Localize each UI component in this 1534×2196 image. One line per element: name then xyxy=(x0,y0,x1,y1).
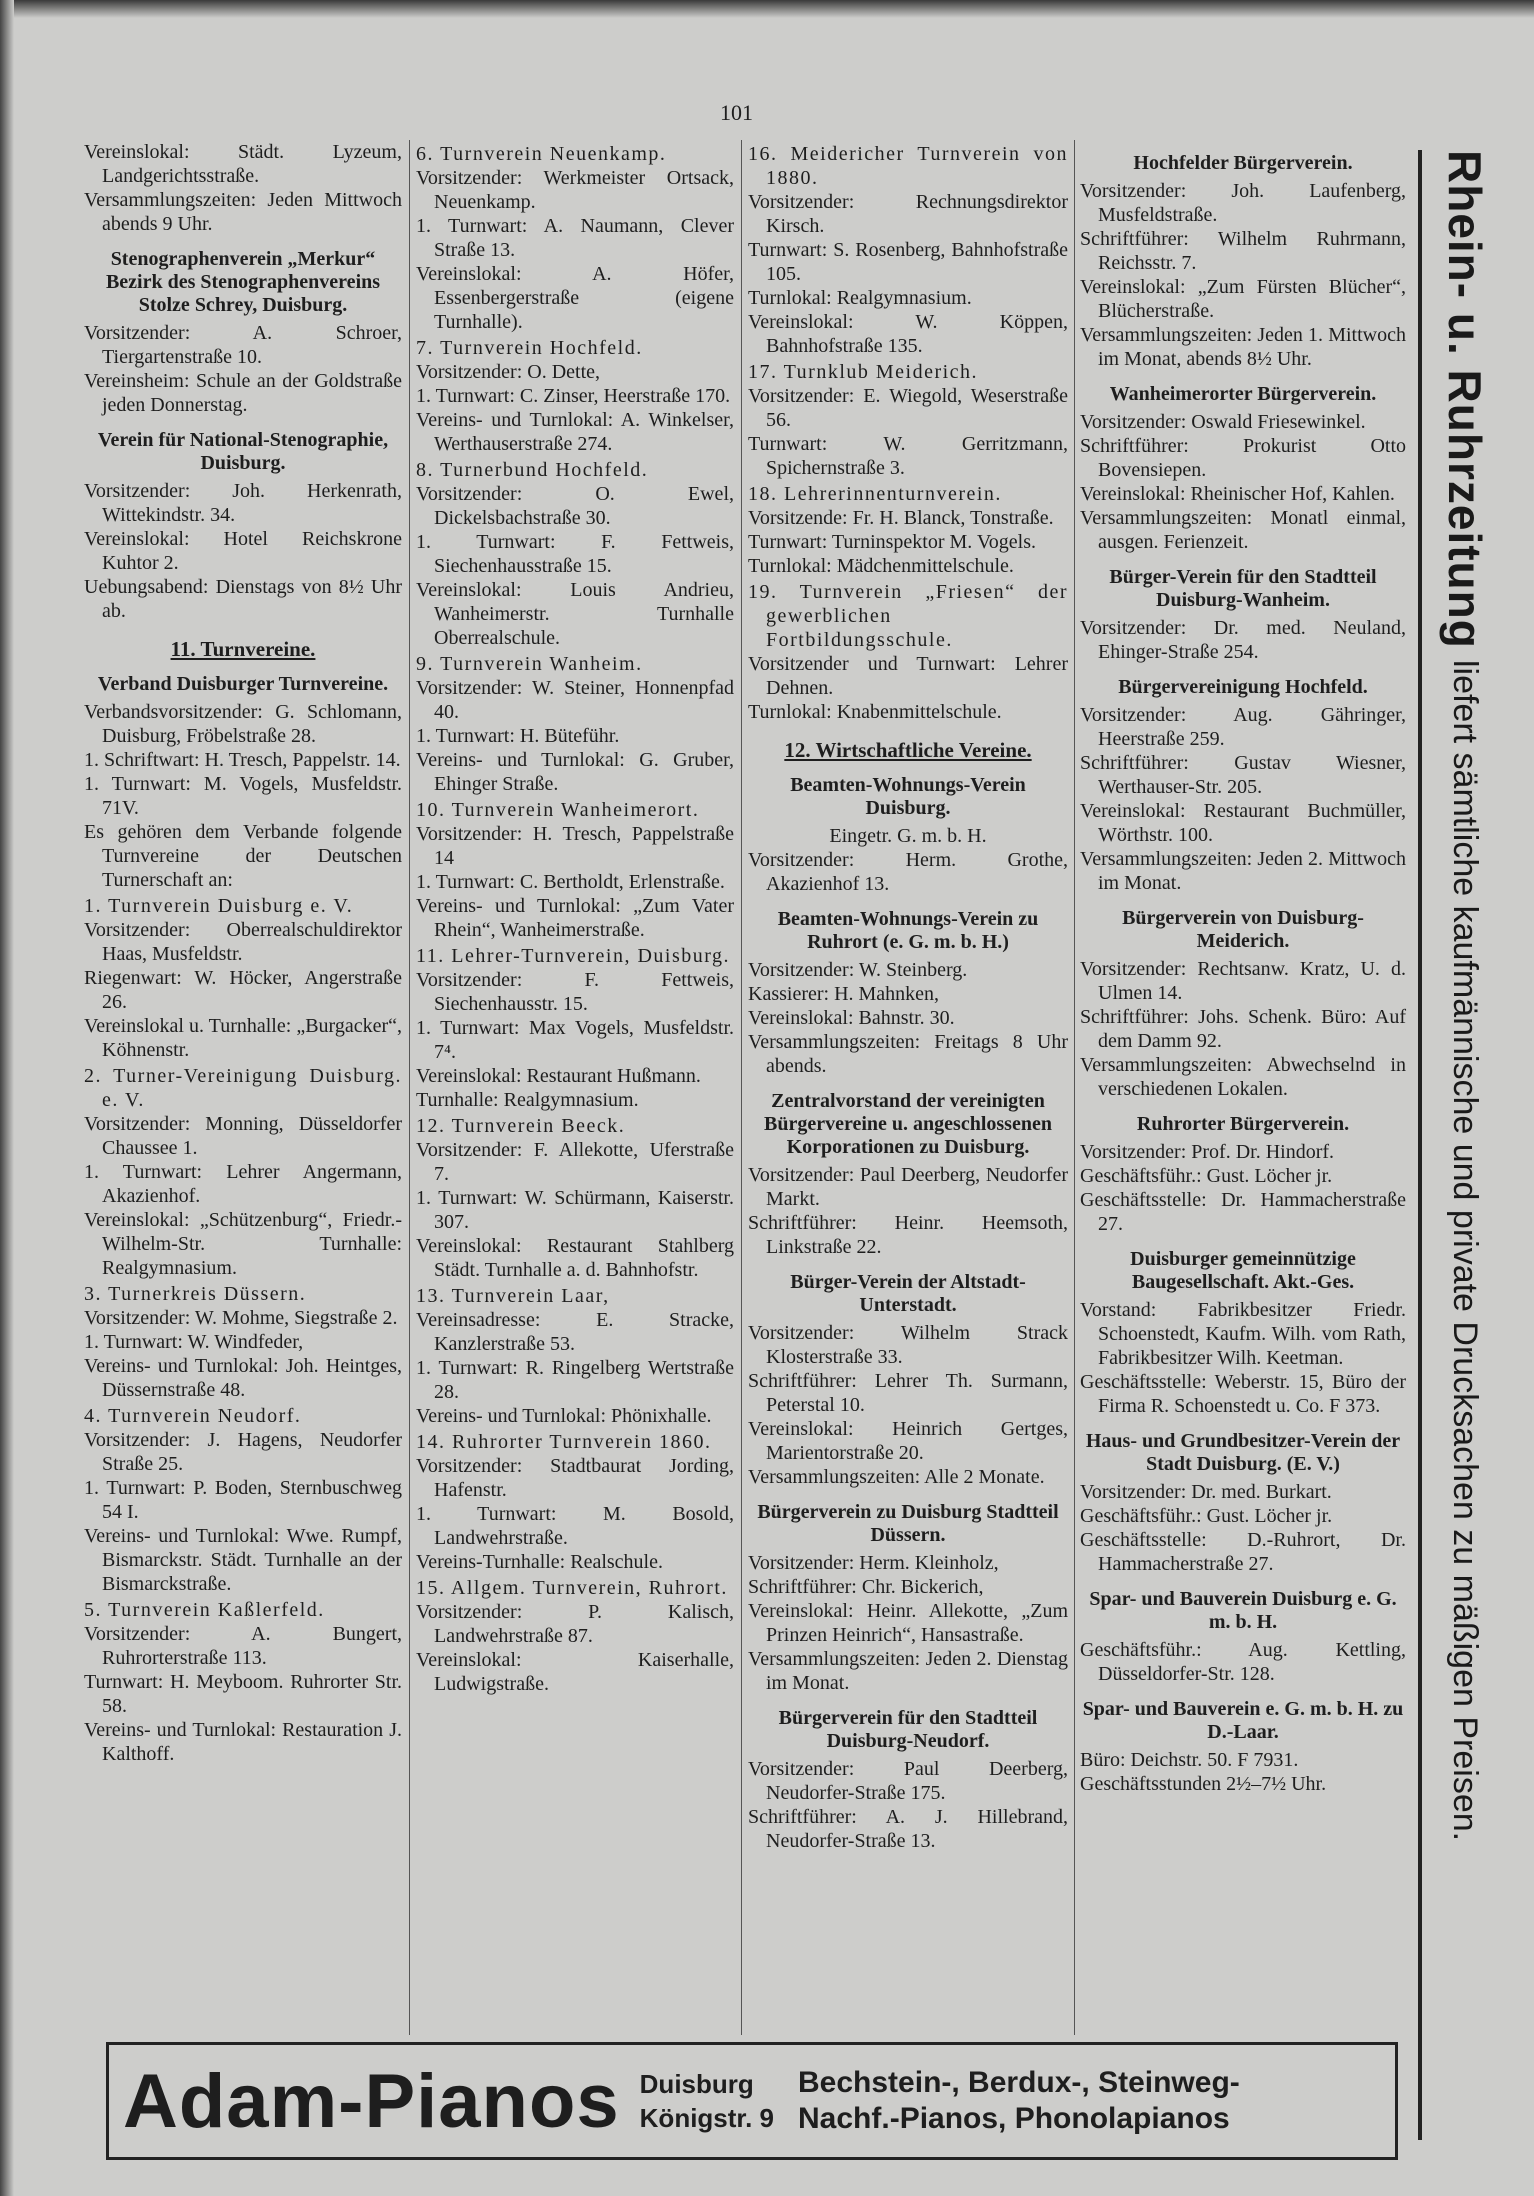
entry-line: Uebungsabend: Dienstags von 8½ Uhr ab. xyxy=(84,576,402,622)
entry-line: Vereinslokal: Heinr. Allekotte, „Zum Prinzen Heinrich“, Hansastraße. xyxy=(748,1600,1068,1646)
organization-heading: Bürger-Verein für den Stadtteil Duisburg-Wanheim. xyxy=(1109,566,1377,611)
entry-line: Vorsitzender: Dr. med. Neuland, Ehinger-Straße 254. xyxy=(1080,617,1406,663)
entry-line: 1. Turnwart: M. Bosold, Landwehrstraße. xyxy=(416,1503,734,1549)
entry-line: Turnwart: S. Rosenberg, Bahnhofstraße 105. xyxy=(748,239,1068,285)
entry-line: Vorsitzender: Rechnungsdirektor Kirsch. xyxy=(748,191,1068,237)
entry-line: Vorsitzender: Joh. Laufenberg, Musfeldstraße. xyxy=(1080,180,1406,226)
entry-line: Geschäftsführ.: Aug. Kettling, Düsseldorfer-Str. 128. xyxy=(1080,1639,1406,1685)
entry-line: Es gehören dem Verbande folgende Turnvereine der Deutschen Turnerschaft an: xyxy=(84,821,402,891)
entry-line: Vorsitzender: Herm. Grothe, Akazienhof 13. xyxy=(748,849,1068,895)
column-4 xyxy=(1080,140,1406,1796)
column-3 xyxy=(748,140,1068,1853)
entry-line: 1. Turnwart: C. Bertholdt, Erlenstraße. xyxy=(416,871,725,893)
club-entry-title: 1. Turnverein Duisburg e. V. xyxy=(84,895,354,917)
entry-line: Vereins- und Turnlokal: A. Winkelser, Werthauserstraße 274. xyxy=(416,409,734,455)
club-entry-title: 12. Turnverein Beeck. xyxy=(416,1115,626,1137)
club-entry-title: 15. Allgem. Turnverein, Ruhrort. xyxy=(416,1577,728,1599)
ad-location xyxy=(640,2067,798,2135)
section-heading: 12. Wirtschaftliche Vereine. xyxy=(784,738,1032,762)
ad-piano-makes xyxy=(798,2065,1240,2137)
entry-line: Vorsitzende: Fr. H. Blanck, Tonstraße. xyxy=(748,507,1054,529)
entry-line: Vorstand: Fabrikbesitzer Friedr. Schoenstedt, Kaufm. Wilh. vom Rath, Fabrikbesitzer Wilh. Keetman. xyxy=(1080,1299,1406,1369)
scan-edge xyxy=(0,0,1534,18)
entry-line: Vorsitzender: Rechtsanw. Kratz, U. d. Ulmen 14. xyxy=(1080,958,1406,1004)
organization-heading: Bürgervereinigung Hochfeld. xyxy=(1118,676,1368,698)
organization-heading: Spar- und Bauverein Duisburg e. G. m. b. H. xyxy=(1089,1588,1397,1633)
entry-line: Vereinslokal: Louis Andrieu, Wanheimerstr. Turnhalle Oberrealschule. xyxy=(416,579,734,649)
entry-line: Turnlokal: Knabenmittelschule. xyxy=(748,701,1002,723)
entry-line: Vorsitzender: Paul Deerberg, Neudorfer-Straße 175. xyxy=(748,1758,1068,1804)
entry-line: Vorsitzender: P. Kalisch, Landwehrstraße 87. xyxy=(416,1601,734,1647)
organization-heading: Bürgerverein zu Duisburg Stadtteil Düssern. xyxy=(757,1501,1059,1546)
organization-heading: Wanheimerorter Bürgerverein. xyxy=(1109,383,1377,405)
entry-line: Vereinslokal: Rheinischer Hof, Kahlen. xyxy=(1080,483,1395,505)
entry-line: Vorsitzender: Herm. Kleinholz, xyxy=(748,1552,999,1574)
side-ad-text: liefert sämtliche kaufmännische und private Drucksachen zu mäßigen Preisen. xyxy=(1446,659,1484,1842)
entry-line: 1. Turnwart: P. Boden, Sternbuschweg 54 I. xyxy=(84,1477,402,1523)
column-2 xyxy=(416,140,734,1696)
entry-line: Turnlokal: Realgymnasium. xyxy=(748,287,972,309)
entry-line: Vereinslokal: Restaurant Stahlberg Städt. Turnhalle a. d. Bahnhofstr. xyxy=(416,1235,734,1281)
side-advertisement xyxy=(1418,150,1492,2140)
entry-line: Vorsitzender: Prof. Dr. Hindorf. xyxy=(1080,1141,1335,1163)
entry-line: 1. Turnwart: R. Ringelberg Wertstraße 28. xyxy=(416,1357,734,1403)
page-number: 101 xyxy=(720,100,753,125)
entry-line: Vorsitzender: W. Steiner, Honnenpfad 40. xyxy=(416,677,734,723)
club-entry-title: 14. Ruhrorter Turnverein 1860. xyxy=(416,1431,712,1453)
entry-line: Vorsitzender: O. Dette, xyxy=(416,361,601,383)
entry-line: Vorsitzender: A. Schroer, Tiergartenstraße 10. xyxy=(84,322,402,368)
section-heading: 11. Turnvereine. xyxy=(170,637,316,661)
entry-line: Vereinslokal: „Zum Fürsten Blücher“, Blücherstraße. xyxy=(1080,276,1406,322)
club-entry-title: 2. Turner-Vereinigung Duisburg. e. V. xyxy=(84,1065,402,1111)
entry-line: Verbandsvorsitzender: G. Schlomann, Duisburg, Fröbelstraße 28. xyxy=(84,701,402,747)
club-entry-title: 9. Turnverein Wanheim. xyxy=(416,653,643,675)
entry-line: Vereinslokal: „Schützenburg“, Friedr.-Wilhelm-Str. Turnhalle: Realgymnasium. xyxy=(84,1209,402,1279)
organization-heading: Bürger-Verein der Altstadt-Unterstadt. xyxy=(790,1271,1026,1316)
entry-line: Vereinslokal: Heinrich Gertges, Marientorstraße 20. xyxy=(748,1418,1068,1464)
entry-line: Schriftführer: Gustav Wiesner, Werthauser-Str. 205. xyxy=(1080,752,1406,798)
entry-line: 1. Turnwart: M. Vogels, Musfeldstr. 71V. xyxy=(84,773,402,819)
entry-line: Vorsitzender: Stadtbaurat Jording, Hafenstr. xyxy=(416,1455,734,1501)
entry-line: 1. Turnwart: A. Naumann, Clever Straße 13. xyxy=(416,215,734,261)
entry-line: Vereinslokal: Hotel Reichskrone Kuhtor 2. xyxy=(84,528,402,574)
entry-line: Versammlungszeiten: Monatl einmal, ausgen. Ferienzeit. xyxy=(1080,507,1406,553)
entry-line: Vereins- und Turnlokal: Wwe. Rumpf, Bismarckstr. Städt. Turnhalle an der Bismarckstraße. xyxy=(84,1525,402,1595)
entry-line: Vorsitzender: Wilhelm Strack Klosterstraße 33. xyxy=(748,1322,1068,1368)
entry-line: Versammlungszeiten: Abwechselnd in verschiedenen Lokalen. xyxy=(1080,1054,1406,1100)
entry-line: Turnwart: Turninspektor M. Vogels. xyxy=(748,531,1037,553)
organization-heading: Haus- und Grundbesitzer-Verein der Stadt Duisburg. (E. V.) xyxy=(1085,1430,1401,1475)
entry-line: 1. Turnwart: W. Windfeder, xyxy=(84,1331,304,1353)
club-entry-title: 10. Turnverein Wanheimerort. xyxy=(416,799,700,821)
column-divider xyxy=(741,140,742,2035)
ad-address: Königstr. 9 xyxy=(639,2103,775,2133)
entry-line: Vereinslokal: Restaurant Hußmann. xyxy=(416,1065,701,1087)
entry-line: 1. Turnwart: C. Zinser, Heerstraße 170. xyxy=(416,385,731,407)
club-entry-title: 17. Turnklub Meiderich. xyxy=(748,361,979,383)
entry-line: Vereins- und Turnlokal: Joh. Heintges, Düssernstraße 48. xyxy=(84,1355,402,1401)
club-entry-title: 7. Turnverein Hochfeld. xyxy=(416,337,643,359)
organization-heading: Bürgerverein von Duisburg-Meiderich. xyxy=(1122,907,1364,952)
entry-line: Geschäftsführ.: Gust. Löcher jr. xyxy=(1080,1165,1333,1187)
entry-line: Vorsitzender: E. Wiegold, Weserstraße 56. xyxy=(748,385,1068,431)
entry-line: 1. Turnwart: W. Schürmann, Kaiserstr. 307. xyxy=(416,1187,734,1233)
organization-heading: Bürgerverein für den Stadtteil Duisburg-Neudorf. xyxy=(778,1707,1038,1752)
entry-line: Versammlungszeiten: Jeden 2. Mittwoch im Monat. xyxy=(1080,848,1406,894)
entry-line: 1. Turnwart: Max Vogels, Musfeldstr. 7⁴. xyxy=(416,1017,734,1063)
entry-line: Vorsitzender: F. Allekotte, Uferstraße 7. xyxy=(416,1139,734,1185)
entry-line: Geschäftsführ.: Gust. Löcher jr. xyxy=(1080,1505,1333,1527)
entry-line: Versammlungszeiten: Jeden Mittwoch abends 9 Uhr. xyxy=(84,189,402,235)
entry-line: 1. Turnwart: H. Büteführ. xyxy=(416,725,620,747)
organization-heading: Duisburger gemeinnützige Baugesellschaft. Akt.-Ges. xyxy=(1130,1248,1356,1293)
organization-heading: Beamten-Wohnungs-Verein Duisburg. xyxy=(790,774,1026,819)
entry-line: Vereins- und Turnlokal: Phönixhalle. xyxy=(416,1405,712,1427)
entry-line: Vereinslokal: W. Köppen, Bahnhofstraße 135. xyxy=(748,311,1068,357)
organization-heading: Zentralvorstand der vereinigten Bürgervereine u. angeschlossenen Korporationen zu Duisburg. xyxy=(764,1090,1052,1158)
entry-line: Vereins- und Turnlokal: G. Gruber, Ehinger Straße. xyxy=(416,749,734,795)
entry-line: Schriftführer: Johs. Schenk. Büro: Auf dem Damm 92. xyxy=(1080,1006,1406,1052)
entry-line: Kassierer: H. Mahnken, xyxy=(748,983,940,1005)
entry-line: Vereins- und Turnlokal: „Zum Vater Rhein“, Wanheimerstraße. xyxy=(416,895,734,941)
entry-line: Vereinslokal: A. Höfer, Essenbergerstraße (eigene Turnhalle). xyxy=(416,263,734,333)
club-entry-title: 3. Turnerkreis Düssern. xyxy=(84,1283,307,1305)
entry-line: Geschäftsstelle: D.-Ruhrort, Dr. Hammacherstraße 27. xyxy=(1080,1529,1406,1575)
entry-line: Vereinslokal: Bahnstr. 30. xyxy=(748,1007,955,1029)
club-entry-title: 18. Lehrerinnenturnverein. xyxy=(748,483,1002,505)
club-entry-title: 6. Turnverein Neuenkamp. xyxy=(416,143,667,165)
entry-line: Vereinslokal: Städt. Lyzeum, Landgerichtsstraße. xyxy=(84,141,402,187)
entry-line: Vorsitzender: Oswald Friesewinkel. xyxy=(1080,411,1366,433)
entry-line: Vereinslokal: Restaurant Buchmüller, Wörthstr. 100. xyxy=(1080,800,1406,846)
entry-line: Schriftführer: Lehrer Th. Surmann, Peterstal 10. xyxy=(748,1370,1068,1416)
entry-line: Vorsitzender: Paul Deerberg, Neudorfer Markt. xyxy=(748,1164,1068,1210)
entry-line: Schriftführer: Chr. Bickerich, xyxy=(748,1576,984,1598)
entry-line: 1. Turnwart: Lehrer Angermann, Akazienhof. xyxy=(84,1161,402,1207)
entry-line: Vorsitzender: Aug. Gähringer, Heerstraße 259. xyxy=(1080,704,1406,750)
side-ad-newspaper-name: Rhein- u. Ruhrzeitung xyxy=(1439,150,1491,649)
entry-line: Turnhalle: Realgymnasium. xyxy=(416,1089,639,1111)
entry-line: Vereins-Turnhalle: Realschule. xyxy=(416,1551,663,1573)
entry-line: Vorsitzender: J. Hagens, Neudorfer Straße 25. xyxy=(84,1429,402,1475)
entry-line: Geschäftsstelle: Weberstr. 15, Büro der Firma R. Schoenstedt u. Co. F 373. xyxy=(1080,1371,1406,1417)
organization-heading: Hochfelder Bürgerverein. xyxy=(1133,152,1353,174)
organization-heading: Spar- und Bauverein e. G. m. b. H. zu D.-Laar. xyxy=(1082,1698,1404,1743)
club-entry-title: 11. Lehrer-Turnverein, Duisburg. xyxy=(416,945,731,967)
entry-line: Versammlungszeiten: Jeden 1. Mittwoch im Monat, abends 8½ Uhr. xyxy=(1080,324,1406,370)
heading-subtitle: Eingetr. G. m. b. H. xyxy=(829,825,987,847)
entry-line: Vorsitzender und Turnwart: Lehrer Dehnen. xyxy=(748,653,1068,699)
entry-line: 1. Turnwart: F. Fettweis, Siechenhausstraße 15. xyxy=(416,531,734,577)
entry-line: Vorsitzender: Dr. med. Burkart. xyxy=(1080,1481,1332,1503)
entry-line: Vorsitzender: O. Ewel, Dickelsbachstraße 30. xyxy=(416,483,734,529)
column-divider xyxy=(409,140,410,2035)
entry-line: Vorsitzender: Werkmeister Ortsack, Neuenkamp. xyxy=(416,167,734,213)
club-entry-title: 13. Turnverein Laar, xyxy=(416,1285,610,1307)
organization-heading: Stenographenverein „Merkur“ Bezirk des Stenographenvereins Stolze Schrey, Duisburg. xyxy=(105,248,381,316)
entry-line: Versammlungszeiten: Jeden 2. Dienstag im Monat. xyxy=(748,1648,1068,1694)
organization-heading: Beamten-Wohnungs-Verein zu Ruhrort (e. G. m. b. H.) xyxy=(777,908,1039,953)
entry-line: 1. Schriftwart: H. Tresch, Pappelstr. 14. xyxy=(84,749,401,771)
entry-line: Vorsitzender: W. Steinberg. xyxy=(748,959,968,981)
entry-line: Vorsitzender: Joh. Herkenrath, Wittekindstr. 34. xyxy=(84,480,402,526)
entry-line: Turnwart: W. Gerritzmann, Spichernstraße 3. xyxy=(748,433,1068,479)
entry-line: Schriftführer: Prokurist Otto Bovensiepen. xyxy=(1080,435,1406,481)
entry-line: Vorsitzender: A. Bungert, Ruhrorterstraße 113. xyxy=(84,1623,402,1669)
entry-line: Turnwart: H. Meyboom. Ruhrorter Str. 58. xyxy=(84,1671,402,1717)
entry-line: Schriftführer: Wilhelm Ruhrmann, Reichsstr. 7. xyxy=(1080,228,1406,274)
entry-line: Vereinsadresse: E. Stracke, Kanzlerstraße 53. xyxy=(416,1309,734,1355)
column-1 xyxy=(84,140,402,1766)
entry-line: Vorsitzender: Monning, Düsseldorfer Chaussee 1. xyxy=(84,1113,402,1159)
entry-line: Vorsitzender: Oberrealschuldirektor Haas, Musfeldstr. xyxy=(84,919,402,965)
entry-line: Versammlungszeiten: Freitags 8 Uhr abends. xyxy=(748,1031,1068,1077)
entry-line: Vereinslokal: Kaiserhalle, Ludwigstraße. xyxy=(416,1649,734,1695)
entry-line: Turnlokal: Mädchenmittelschule. xyxy=(748,555,1014,577)
entry-line: Vorsitzender: F. Fettweis, Siechenhausstr. 15. xyxy=(416,969,734,1015)
entry-line: Vorsitzender: H. Tresch, Pappelstraße 14 xyxy=(416,823,734,869)
entry-line: Riegenwart: W. Höcker, Angerstraße 26. xyxy=(84,967,402,1013)
entry-line: Vereins- und Turnlokal: Restauration J. Kalthoff. xyxy=(84,1719,402,1765)
club-entry-title: 5. Turnverein Kaßlerfeld. xyxy=(84,1599,325,1621)
ad-city: Duisburg xyxy=(639,2069,754,2099)
piano-advertisement xyxy=(106,2042,1398,2160)
scan-edge xyxy=(0,0,14,2196)
club-entry-title: 8. Turnerbund Hochfeld. xyxy=(416,459,649,481)
club-entry-title: 4. Turnverein Neudorf. xyxy=(84,1405,302,1427)
ad-line-2: Nachf.-Pianos, Phonolapianos xyxy=(798,2102,1230,2135)
entry-line: Büro: Deichstr. 50. F 7931. xyxy=(1080,1749,1299,1771)
ad-brand: Adam-Pianos xyxy=(123,2058,620,2144)
entry-line: Schriftführer: Heinr. Heemsoth, Linkstraße 22. xyxy=(748,1212,1068,1258)
organization-heading: Verband Duisburger Turnvereine. xyxy=(97,673,389,695)
organization-heading: Ruhrorter Bürgerverein. xyxy=(1136,1113,1350,1135)
entry-line: Vereinslokal u. Turnhalle: „Burgacker“, Köhnenstr. xyxy=(84,1015,402,1061)
ad-line-1: Bechstein-, Berdux-, Steinweg- xyxy=(798,2066,1240,2099)
column-divider xyxy=(1074,140,1075,2035)
club-entry-title: 19. Turnverein „Friesen“ der gewerblichen Fortbildungsschule. xyxy=(748,581,1068,651)
club-entry-title: 16. Meidericher Turnverein von 1880. xyxy=(748,143,1068,189)
entry-line: Geschäftsstunden 2½–7½ Uhr. xyxy=(1080,1773,1327,1795)
entry-line: Vereinsheim: Schule an der Goldstraße jeden Donnerstag. xyxy=(84,370,402,416)
entry-line: Vorsitzender: W. Mohme, Siegstraße 2. xyxy=(84,1307,398,1329)
organization-heading: Verein für National-Stenographie, Duisburg. xyxy=(97,429,389,474)
entry-line: Schriftführer: A. J. Hillebrand, Neudorfer-Straße 13. xyxy=(748,1806,1068,1852)
entry-line: Versammlungszeiten: Alle 2 Monate. xyxy=(748,1466,1045,1488)
entry-line: Geschäftsstelle: Dr. Hammacherstraße 27. xyxy=(1080,1189,1406,1235)
